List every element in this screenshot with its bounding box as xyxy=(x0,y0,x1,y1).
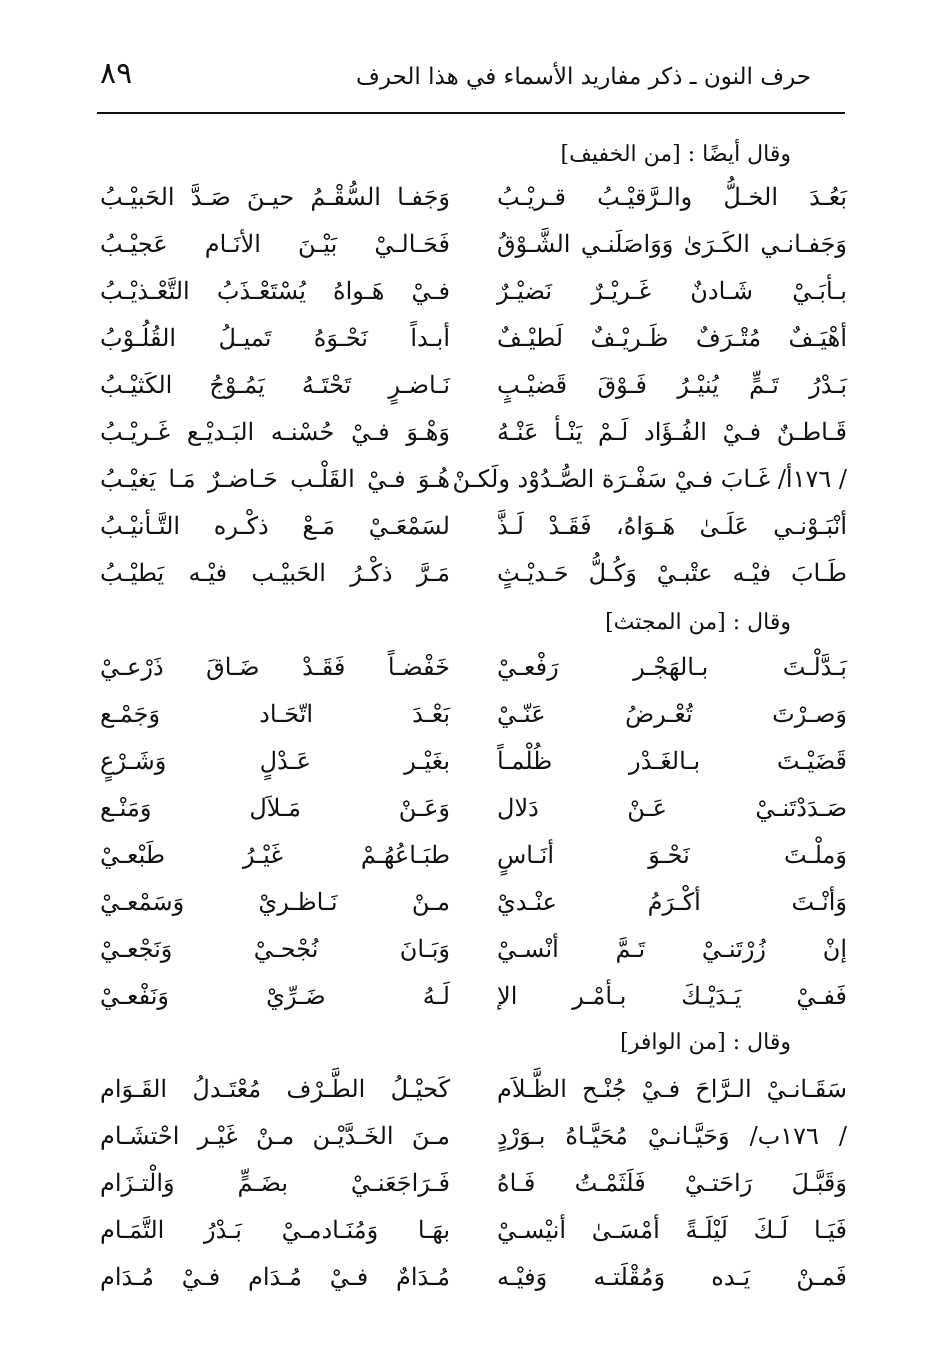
verse-ajz: مُـدَامٌ فـيْ مُـدَام فـيْ مُـدَام xyxy=(100,1263,450,1291)
verse-sadr: بَـدَّلْـتَ بـالهَجْـر رَفْعـيْ xyxy=(497,653,847,681)
verse-sadr: قَضَيْـتَ بـالغَـدْر ظُلْمـاً xyxy=(497,747,847,775)
verse-sadr: وَأنْـتَ أكْـرَمُ عنْـديْ xyxy=(497,888,847,916)
verse-ajz: فَحَـالـيْ بَيْـنَ الأنَـام عَجيْـبُ xyxy=(100,230,450,258)
verse-ajz: بغَيْـر عَـدْلٍ وَشَـرْعٍ xyxy=(100,747,450,775)
verse-sadr: فَمـنْ يَـده وَمُقْلَتـه وَفيْـه xyxy=(497,1263,847,1291)
verse-sadr: أهْيَـفٌ مُتْـرَفٌ ظَـريْـفٌ لَطيْـفٌ xyxy=(497,324,847,352)
verse-ajz: وَهْـوَ فـيْ حُسْنـه البَـديْـع غَـريْـبُ xyxy=(100,418,450,446)
verse-sadr: بَـدْرُ تَـمٍّ يُنيْـرُ فَـوْقَ قَضيْـبٍ xyxy=(497,371,847,399)
verse-sadr: طَـابَ فيْـه عتْبـيْ وَكُـلُّ حَـديْـثٍ xyxy=(497,559,847,587)
verse-sadr: صَـدَدْتَنـيْ عَـنْ دَلال xyxy=(497,794,847,822)
poem-intro: وقال : [من الوافر] xyxy=(620,1030,791,1055)
verse-ajz: نَـاضـرٍ تَحْتَـهُ يَمُـوْجُ الكَثيْـبُ xyxy=(100,371,450,399)
verse-ajz: بَعْـدَ اتّحَـاد وَجَمْـع xyxy=(100,700,450,728)
poem-intro: وقال أيضًا : [من الخفيف] xyxy=(560,142,791,167)
verse-sadr: فَيَـا لَـكَ لَيْلَـةً أمْسَـىٰ أنيْسـيْ xyxy=(497,1216,847,1244)
verse-sadr: فَفـيْ يَـدَيْـكَ بـأمْـر الإ xyxy=(497,982,847,1010)
verse-ajz: مَـرَّ ذكْـرُ الحَبيْـب فيْـه يَطيْـبُ xyxy=(100,559,450,587)
verse-ajz: أبـداً نَحْـوَهُ تَميـلُ القُلُـوْبُ xyxy=(100,324,450,352)
verse-ajz: طبَـاعُهُـمْ غَيْـرُ طَبْعـيْ xyxy=(100,841,450,869)
verse-sadr: إنْ زُرْتَنـيْ تَـمَّ أنْسـيْ xyxy=(497,935,847,963)
verse-ajz: لَـهُ ضَـرِّيْ وَنَفْعـيْ xyxy=(100,982,450,1010)
verse-ajz: فَـرَاجَعَنـيْ بضَـمٍّ وَالْتـزَام xyxy=(100,1169,450,1197)
verse-sadr: وَجَفـانـي الكَـرَىٰ وَوَاصَلَنـي الشَّـوْقُ xyxy=(497,230,847,258)
verse-ajz: بهَـا وَمُنَـادمـيْ بَـدْرُ التَّمَـام xyxy=(100,1216,450,1244)
verse-ajz: خَفْضـاً فَقَـدْ ضَـاقَ ذَرْعـيْ xyxy=(100,653,450,681)
verse-sadr: / ١٧٦ب/ وَحَيَّـانـيْ مُحَيَّـاهُ بـوَرْدٍ xyxy=(497,1122,848,1150)
verse-ajz: كَحيْـلُ الطَّـرْف مُعْتَـدلُ القَـوَام xyxy=(100,1075,450,1103)
page-number: ٨٩ xyxy=(100,56,133,91)
verse-sadr: وَصـرْتَ تُعْـرضُ عَنّـيْ xyxy=(497,700,847,728)
running-head: حرف النون ـ ذكر مفاريد الأسماء في هذا الحرف xyxy=(356,64,811,90)
header-rule xyxy=(97,112,845,114)
verse-sadr: وَملْـتَ نَحْـوَ أنَـاسٍ xyxy=(497,841,847,869)
verse-sadr: بَعُـدَ الخـلُّ والـرَّقيْـبُ قـريْـبُ xyxy=(497,183,847,211)
verse-ajz: لسَمْعَـيْ مَـعْ ذكْـره التَّـأنيْـبُ xyxy=(100,512,450,540)
verse-sadr: قَـاطـنٌ فـيْ الفُـؤَاد لَـمْ يَنْـأ عَنْـهُ xyxy=(497,418,847,446)
verse-ajz: وَجَفـا السُّقْـمُ حيـنَ صَـدَّ الحَبيْـبُ xyxy=(100,183,450,211)
verse-sadr: / ١٧٦أ/ غَـابَ فـيْ سَفْـرَة الصُّـدُوْد ولَكـنْ xyxy=(452,465,847,493)
verse-sadr: سَقَـانـيْ الـرَّاحَ فـيْ جُنْـح الظَّـلاَم xyxy=(497,1075,847,1103)
verse-sadr: بـأبَـيْ شَـادنٌ غَـريْـرٌ نَضيْـرٌ xyxy=(497,277,847,305)
poem-intro: وقال : [من المجتث] xyxy=(605,610,791,635)
verse-ajz: هُـوَ فـيْ القَلْـب حَـاضـرٌ مَـا يَغيْـبُ xyxy=(100,465,450,493)
verse-ajz: وَعَـنْ مَـلاَل وَمَنْـع xyxy=(100,794,450,822)
verse-ajz: فـيْ هَـواهُ يُسْتَعْـذَبُ التَّعْـذيْـبُ xyxy=(100,277,450,305)
verse-ajz: مـنَ الخَـدَّيْـن مـنْ غَيْـر احْتشَـام xyxy=(100,1122,450,1150)
verse-sadr: أنْبَـوْنـي عَلَـىٰ هَـوَاهُ، فَقَـدْ لَـذَّ xyxy=(497,512,847,540)
verse-ajz: وَبَـانَ نُجْحـيْ وَنَجْعـيْ xyxy=(100,935,450,963)
verse-sadr: وَقَبَّـلَ رَاحَتـيْ فَلَثَمْـتُ فَـاهُ xyxy=(497,1169,847,1197)
verse-ajz: مـنْ نَـاظـريْ وَسَمْعـيْ xyxy=(100,888,450,916)
